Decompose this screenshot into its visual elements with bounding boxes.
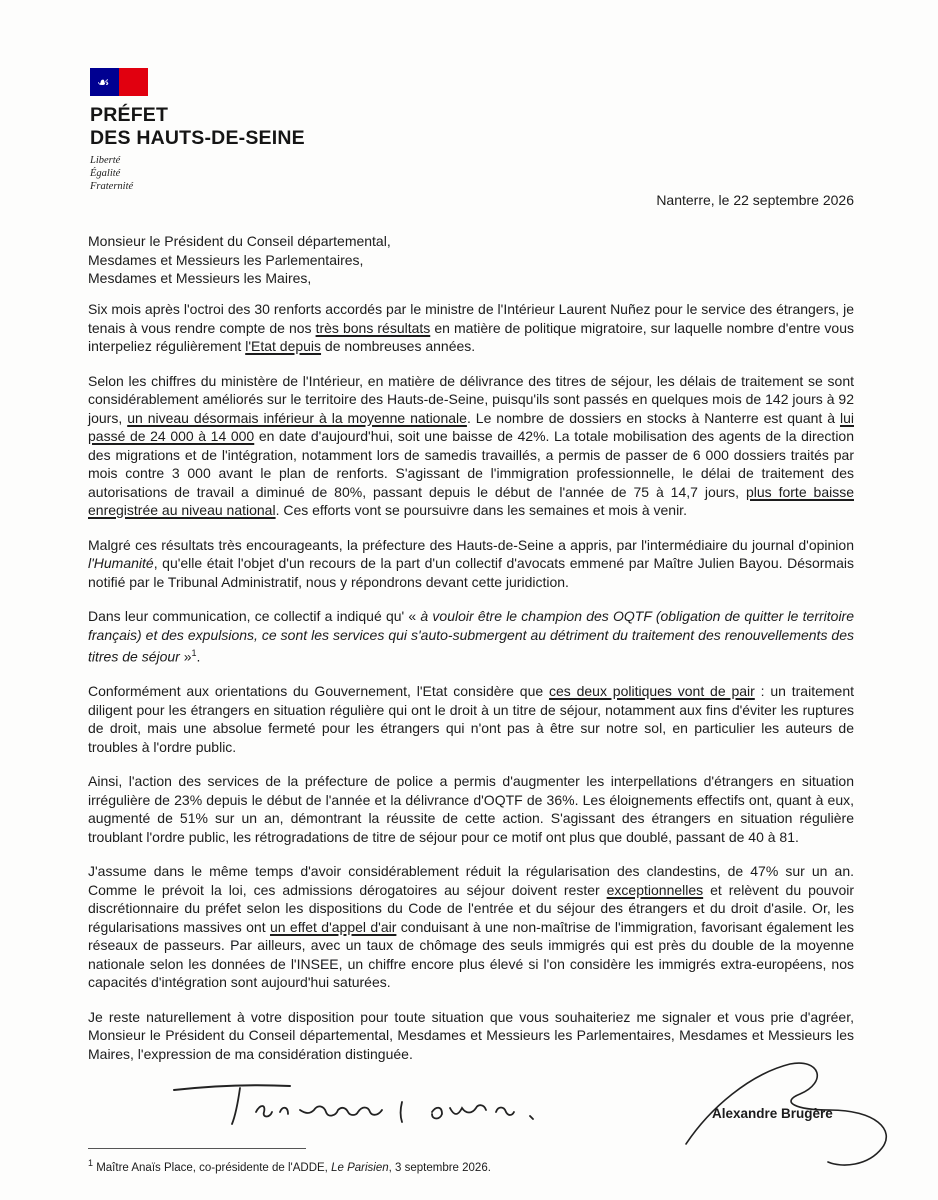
paragraph-2: Selon les chiffres du ministère de l'Intérieur, en matière de délivrance des titres de séjour, les délais de traitement se sont considérablement améliorés sur le territoire des Hauts-de-Seine, puisqu'ils sont passés en quelques mois de 142 jours à 92 jours, un niveau désormais inférieur à la moyenne nationale. Le nombre de dossiers en stocks à Nanterre est quant à lui passé de 24 000 à 14 000 en date d'aujourd'hui, soit une baisse de 42%. La totale mobilisation des agents de la direction des migrations et de l'intégration, notamment lors de samedis travaillés, a permis de passer de 6 000 dossiers traités par mois contre 3 000 avant le plan de renforts. S'agissant de l'immigration professionnelle, le délai de traitement des autorisations de travail a diminué de 80%, passant depuis le début de l'année de 75 à 14,7 jours, plus forte baisse enregistrée au niveau national. Ces efforts vont se poursuivre dans les semaines et mois à venir. bbox=[88, 372, 855, 518]
paragraph-7: J'assume dans le même temps d'avoir considérablement réduit la régularisation des clandestins, de 47% sur un an. Comme le prévoit la loi, ces admissions dérogatoires au séjour doivent rester exceptionnelles et relèvent du pouvoir discrétionnaire du préfet selon les dispositions du Code de l'entrée et du séjour des étrangers et du droit d'asile. Or, les régularisations massives ont un effet d'appel d'air conduisant à une non-maîtrise de l'immigration, favorisant également les réseaux de passeurs. Par ailleurs, avec un taux de chômage des seuls immigrés qui est près du double de la moyenne nationale selon les données de l'INSEE, un chiffre encore plus élevé si l'on considère les immigrés extra-européens, nos capacités d'intégration sont aujourd'hui saturées. bbox=[88, 863, 855, 991]
footnote-ref: 1 bbox=[191, 648, 197, 658]
prefecture-title: PRÉFET DES HAUTS-DE-SEINE bbox=[90, 104, 305, 149]
signer-name: Alexandre Brugère bbox=[712, 1106, 833, 1121]
footnote-divider bbox=[88, 1148, 306, 1149]
footnote: $^1$ Maître Anaïs Place, co-présidente de l'ADDE, Le Parisien, 3 septembre 2026. bbox=[88, 1158, 491, 1174]
paragraph-3: Malgré ces résultats très encourageants, la préfecture des Hauts-de-Seine a appris, par l'intermédiaire du journal d'opinion l'Humanité, qu'elle était l'objet d'un recours de la part d'un collectif d'avocats emmené par Maître Julien Bayou. Désormais notifié par le Tribunal Administratif, nous y répondrons devant cette juridiction. bbox=[88, 536, 854, 590]
handwritten-note bbox=[170, 1072, 560, 1132]
republic-motto: Liberté Égalité Fraternité bbox=[90, 155, 134, 192]
paragraph-4: Dans leur communication, ce collectif a indiqué qu' « à vouloir être le champion des OQTF (obligation de quitter le territoire français) et des expulsions, ce sont les services qui s'auto-submergent au détriment du traitement des renouvellements des titres de séjour »$^1$. bbox=[88, 608, 855, 665]
paragraph-1: Six mois après l'octroi des 30 renforts accordés par le ministre de l'Intérieur Laurent Nuñez pour le service des étrangers, je tenais à vous rendre compte de nos très bons résultats en matière de politique migratoire, sur laquelle nombre d'entre vous interpeliez régulièrement l'Etat depuis de nombreuses années. bbox=[88, 301, 854, 354]
paragraph-6: Ainsi, l'action des services de la préfecture de police a permis d'augmenter les interpellations d'étrangers en situation irrégulière de 23% depuis le début de l'année et la délivrance d'OQTF de 36%. Les éloignements effectifs ont, quant à eux, augmenté de 51% sur un an, démontrant la réussite de cette action. S'agissant des étrangers en situation régulière troublant l'ordre public, les rétrogradations de titre de séjour pour ce motif ont plus que doublé, passant de 40 à 81. bbox=[88, 773, 854, 845]
paragraph-5: Conformément aux orientations du Gouvernement, l'Etat considère que ces deux politiques vont de pair : un traitement diligent pour les étrangers en situation régulière qui ont le droit à un titre de séjour, notamment aux fins d'éviter les ruptures de droit, mais une absolue fermeté pour les étrangers qui n'ont pas à être sur notre sol, en particulier les auteurs de troubles à l'ordre public. bbox=[88, 683, 854, 755]
letter-date: Nanterre, le 22 septembre 2026 bbox=[656, 192, 854, 208]
paragraph-8: Je reste naturellement à votre disposition pour toute situation que vous souhaiteriez me signaler et vous prie d'agréer, Monsieur le Président du Conseil départemental, Mesdames et Messieurs les Parlementaires, Mesdames et Messieurs les Maires, l'expression de ma considération distinguée. bbox=[88, 1008, 854, 1062]
marianne-logo: ☙ bbox=[90, 68, 148, 96]
letter-body bbox=[88, 300, 854, 1079]
recipients: Monsieur le Président du Conseil départemental, Mesdames et Messieurs les Parlementaires, Mesdames et Messieurs les Maires, bbox=[88, 233, 391, 286]
